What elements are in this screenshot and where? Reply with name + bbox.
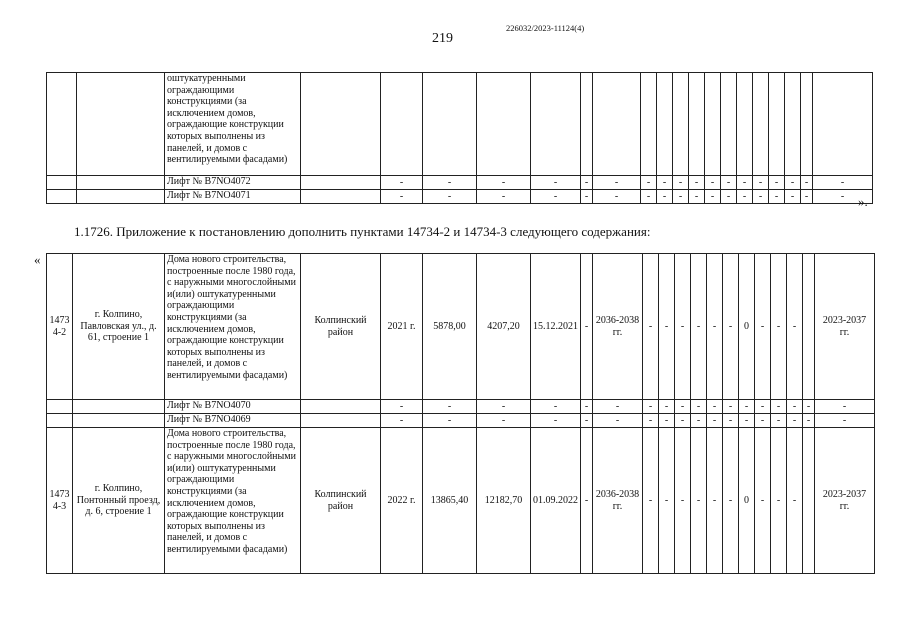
entry-number: 1473 4-3 — [47, 428, 73, 574]
entry-area1: 5878,00 — [423, 254, 477, 400]
cell-dash: - — [477, 414, 531, 428]
cell-dash: - — [723, 414, 739, 428]
cell-dash: - — [381, 414, 423, 428]
cell-dash: - — [801, 190, 813, 204]
cell-dash: - — [785, 176, 801, 190]
main-table — [46, 253, 875, 574]
cell-dash: - — [643, 400, 659, 414]
cell-dash: - — [755, 400, 771, 414]
cell-dash: - — [381, 176, 423, 190]
cell-mark: - — [787, 254, 803, 400]
opening-quote: « — [34, 252, 41, 267]
cell-dash: - — [691, 414, 707, 428]
entry-date: 01.09.2022 — [531, 428, 581, 574]
entry-district: Колпинский район — [301, 428, 381, 574]
cell-dash: - — [689, 176, 705, 190]
cell-dash: - — [381, 190, 423, 204]
cell-dash: - — [689, 190, 705, 204]
cell-dash: - — [675, 414, 691, 428]
cell-dash: - — [815, 400, 875, 414]
entry-year: 2022 г. — [381, 428, 423, 574]
amendment-paragraph: 1.1726. Приложение к постановлению дополнить пунктами 14734-2 и 14734-3 следующего содержания: — [74, 224, 651, 239]
lift-row — [47, 176, 873, 190]
cell-dash: - — [673, 176, 689, 190]
cell-dash: - — [739, 414, 755, 428]
cell-dash: - — [723, 400, 739, 414]
cell-dash: - — [705, 176, 721, 190]
cell-dash: - — [813, 190, 873, 204]
cell-dash: - — [423, 176, 477, 190]
cell-dash: - — [531, 190, 581, 204]
page-number: 219 — [432, 31, 453, 46]
cell-dash: - — [657, 176, 673, 190]
cell-mark: - — [675, 254, 691, 400]
cell-dash: - — [659, 414, 675, 428]
cell-dash: - — [769, 190, 785, 204]
cell-dash: - — [753, 190, 769, 204]
cell-dash: - — [423, 400, 477, 414]
top-table — [46, 72, 873, 204]
cell-mark: - — [643, 428, 659, 574]
cell-dash: - — [581, 428, 593, 574]
entry-year: 2021 г. — [381, 254, 423, 400]
entry-term: 2023-2037 гг. — [815, 428, 875, 574]
entry-address: г. Колпино, Павловская ул., д. 61, строение 1 — [73, 254, 165, 400]
lift-label: Лифт № В7NO4071 — [165, 190, 301, 204]
cell-mark: - — [723, 428, 739, 574]
cell-mark: - — [771, 254, 787, 400]
entry-period: 2036-2038 гг. — [593, 428, 643, 574]
lift-label: Лифт № В7NO4070 — [165, 400, 301, 414]
cell-dash: - — [815, 414, 875, 428]
cell-dash: - — [477, 400, 531, 414]
entry-date: 15.12.2021 — [531, 254, 581, 400]
entry-period: 2036-2038 гг. — [593, 254, 643, 400]
cell-dash: - — [531, 414, 581, 428]
cell-mark: - — [755, 254, 771, 400]
cell-mark: - — [643, 254, 659, 400]
cell-mark: - — [771, 428, 787, 574]
cell-mark: - — [787, 428, 803, 574]
cell-mark: - — [659, 428, 675, 574]
entry-area2: 12182,70 — [477, 428, 531, 574]
cell-mark: - — [723, 254, 739, 400]
table-row — [47, 428, 875, 574]
cell-mark: - — [707, 428, 723, 574]
entry-term: 2023-2037 гг. — [815, 254, 875, 400]
entry-number: 1473 4-2 — [47, 254, 73, 400]
cell-dash: - — [787, 400, 803, 414]
cell-dash: - — [803, 400, 815, 414]
cell-empty — [47, 73, 77, 176]
cell-dash: - — [705, 190, 721, 204]
cell-mark: - — [691, 254, 707, 400]
cell-dash: - — [581, 414, 593, 428]
cell-dash: - — [593, 190, 641, 204]
cell-dash: - — [593, 400, 643, 414]
cell-dash: - — [531, 176, 581, 190]
cell-dash: - — [641, 176, 657, 190]
entry-area2: 4207,20 — [477, 254, 531, 400]
cell-dash: - — [673, 190, 689, 204]
closing-quote: ». — [858, 194, 868, 209]
cell-dash: - — [707, 414, 723, 428]
cell-dash: - — [691, 400, 707, 414]
cell-dash: - — [531, 400, 581, 414]
cell-dash: - — [423, 190, 477, 204]
cell-dash: - — [657, 190, 673, 204]
lift-row — [47, 414, 875, 428]
description-tail: оштукатуренными ограждающими конструкциями (за исключением домов, ограждающие конструкции которых выполнены из панелей, и домов с вентилируемыми фасадами) — [165, 73, 301, 176]
cell-dash: - — [593, 414, 643, 428]
cell-dash: - — [755, 414, 771, 428]
cell-dash: - — [675, 400, 691, 414]
cell-dash: - — [753, 176, 769, 190]
entry-description: Дома нового строительства, построенные после 1980 года, с наружными многослойными и(или) оштукатуренными ограждающими конструкциями (за исключением домов, ограждающие конструкции которых выполнены из панелей, и домов с вентилируемыми фасадами) — [165, 254, 301, 400]
lift-row — [47, 190, 873, 204]
cell-dash: - — [739, 400, 755, 414]
cell-dash: - — [787, 414, 803, 428]
cell-empty — [301, 73, 381, 176]
cell-mark: - — [675, 428, 691, 574]
cell-mark: - — [755, 428, 771, 574]
cell-mark: 0 — [739, 428, 755, 574]
cell-dash: - — [707, 400, 723, 414]
cell-dash: - — [769, 176, 785, 190]
entry-district: Колпинский район — [301, 254, 381, 400]
cell-dash: - — [813, 176, 873, 190]
cell-dash: - — [771, 400, 787, 414]
cell-dash: - — [801, 176, 813, 190]
cell-dash: - — [641, 190, 657, 204]
cell-dash: - — [803, 414, 815, 428]
cell-dash: - — [581, 254, 593, 400]
cell-dash: - — [737, 176, 753, 190]
cell-dash: - — [593, 176, 641, 190]
cell-mark: 0 — [739, 254, 755, 400]
lift-label: Лифт № В7NO4072 — [165, 176, 301, 190]
cell-mark: - — [659, 254, 675, 400]
cell-dash: - — [581, 190, 593, 204]
entry-address: г. Колпино, Понтонный проезд, д. 6, строение 1 — [73, 428, 165, 574]
lift-row — [47, 400, 875, 414]
cell-empty — [77, 73, 165, 176]
document-id: 226032/2023-11124(4) — [506, 23, 585, 33]
lift-label: Лифт № В7NO4069 — [165, 414, 301, 428]
cell-dash: - — [721, 176, 737, 190]
cell-mark: - — [707, 254, 723, 400]
cell-mark: - — [691, 428, 707, 574]
entry-area1: 13865,40 — [423, 428, 477, 574]
cell-dash: - — [659, 400, 675, 414]
cell-dash: - — [721, 190, 737, 204]
cell-dash: - — [581, 400, 593, 414]
cell-dash: - — [643, 414, 659, 428]
cell-dash: - — [771, 414, 787, 428]
table-row — [47, 254, 875, 400]
cell-dash: - — [785, 190, 801, 204]
cell-dash: - — [477, 190, 531, 204]
cell-dash: - — [581, 176, 593, 190]
cell-dash: - — [477, 176, 531, 190]
entry-description: Дома нового строительства, построенные после 1980 года, с наружными многослойными и(или) оштукатуренными ограждающими конструкциями (за исключением домов, ограждающие конструкции которых выполнены из панелей, и домов с вентилируемыми фасадами) — [165, 428, 301, 574]
cell-dash: - — [423, 414, 477, 428]
cell-dash: - — [381, 400, 423, 414]
cell-dash: - — [737, 190, 753, 204]
